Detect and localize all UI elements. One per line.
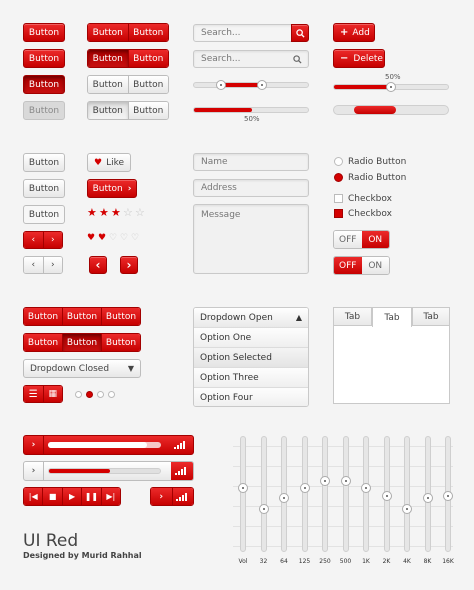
segment-button[interactable]: Button [101,334,140,351]
tab-2-active[interactable]: Tab [372,307,412,327]
range-slider-knob-right[interactable] [257,80,267,90]
prev-button[interactable] [89,256,107,274]
dropdown-open [193,307,309,407]
star-filled-icon[interactable]: ★ [87,206,97,219]
star-filled-icon[interactable]: ★ [111,206,121,219]
equalizer-band-label: 2K [382,558,391,565]
media-progress-track[interactable] [48,468,161,474]
button-red-1[interactable]: Button [23,23,65,42]
heart-filled-icon[interactable]: ♥ [87,233,96,243]
volume-bars-icon [175,467,189,475]
star-rating[interactable] [87,207,149,219]
equalizer-slider-track[interactable] [404,436,410,552]
delete-button-label: Delete [353,53,383,64]
button-disabled: Button [23,101,65,120]
chevron-right-icon: › [126,258,132,272]
chevron-right-icon[interactable]: › [43,257,63,273]
segment-button[interactable]: Button [88,76,128,93]
equalizer-band-label: 250 [319,558,331,565]
search-icon [296,29,305,38]
segment-button[interactable]: Button [128,24,169,41]
range-slider-knob-left[interactable] [216,80,226,90]
chevron-right-icon[interactable]: › [24,462,44,480]
page-dot-active[interactable] [86,391,93,398]
heart-empty-icon[interactable]: ♡ [109,233,118,243]
footer-title: UI Red [23,531,79,551]
skip-back-icon[interactable]: |◀ [24,488,42,505]
prev-next-white [23,256,63,274]
like-button-label: Like [106,157,125,168]
search-button[interactable] [291,24,309,42]
dropdown-open-label: Dropdown Open [200,312,273,323]
segmented-3-red-2 [23,333,141,352]
address-placeholder: Address [201,183,237,193]
chevron-left-icon: ‹ [95,258,101,272]
toggle-off[interactable] [333,256,390,275]
segment-button-pressed[interactable]: Button [88,50,128,67]
volume-button[interactable] [171,462,193,480]
pause-icon[interactable]: ❚❚ [81,488,100,505]
playback-controls [23,487,121,506]
segment-button[interactable]: Button [128,76,169,93]
heart-empty-icon[interactable]: ♡ [120,233,129,243]
dropdown-option[interactable]: Option One [194,327,308,347]
play-volume-control [150,487,194,506]
progress-bar [193,107,309,113]
checkbox-unchecked[interactable] [334,194,343,203]
segment-button-pressed[interactable]: Button [88,102,128,119]
segmented-red-1 [87,23,169,42]
equalizer-band-label: 64 [280,558,288,565]
footer-credit: Designed by Murid Rahhal [23,551,142,560]
button-white-2[interactable]: Button [23,179,65,198]
like-button[interactable] [87,153,131,172]
star-empty-icon[interactable]: ☆ [123,206,133,219]
chevron-right-icon[interactable]: › [24,436,44,454]
segment-button-pressed[interactable]: Button [62,334,101,351]
equalizer-slider-track[interactable] [261,436,267,552]
equalizer-slider-track[interactable] [322,436,328,552]
media-player-red [23,435,194,455]
segmented-red-2 [87,49,169,68]
media-progress-fill [48,442,147,448]
tab-1[interactable]: Tab [333,307,372,326]
radio-unchecked[interactable] [334,157,343,166]
tab-panel [333,325,450,404]
value-slider-knob[interactable] [386,82,396,92]
equalizer-band-label: 32 [259,558,268,565]
button-red-pressed[interactable]: Button [23,75,65,94]
segment-button[interactable]: Button [88,24,128,41]
value-slider-fill [334,85,392,89]
page-dot[interactable] [75,391,82,398]
equalizer-slider-track[interactable] [343,436,349,552]
equalizer-band-label: 500 [339,558,352,565]
media-progress-track[interactable] [48,442,161,448]
heart-empty-icon[interactable]: ♡ [131,233,140,243]
chevron-up-icon: ▲ [295,313,302,322]
equalizer-band-label: Vol [238,558,248,565]
add-button[interactable] [333,23,375,42]
equalizer-slider-track[interactable] [425,436,431,552]
equalizer-slider-track[interactable] [240,436,246,552]
segment-button[interactable]: Button [128,50,169,67]
equalizer-band-label: 1K [362,558,370,565]
scrollbar-thumb[interactable] [354,106,396,114]
button-red-2[interactable]: Button [23,49,65,68]
radio-label: Radio Button [348,173,407,183]
toggle-on[interactable] [333,230,390,249]
segment-button[interactable]: Button [101,308,140,325]
add-button-label: Add [352,27,370,38]
chevron-left-icon[interactable]: ‹ [24,257,43,273]
delete-button[interactable] [333,49,385,68]
media-progress-fill [49,469,110,473]
dropdown-option[interactable]: Option Four [194,387,308,407]
equalizer-band-label: 8K [423,558,432,565]
toggle-on-side: ON [362,231,390,248]
button-white-1[interactable]: Button [23,153,65,172]
heart-filled-icon[interactable]: ♥ [98,233,107,243]
equalizer-slider-track[interactable] [302,436,308,552]
range-slider-fill [222,83,260,87]
dropdown-closed[interactable] [23,359,141,378]
pagination-dots[interactable] [75,391,125,399]
chevron-right-icon[interactable]: › [151,488,172,505]
button-arrow[interactable] [87,179,137,198]
name-placeholder: Name [201,157,228,167]
checkbox-checked[interactable] [334,209,343,218]
search-placeholder: Search... [201,54,241,64]
radio-label: Radio Button [348,157,407,167]
dropdown-option-selected[interactable]: Option Selected [194,347,308,367]
tab-3[interactable]: Tab [412,307,450,326]
play-icon[interactable]: ▶ [62,488,81,505]
heart-rating[interactable] [87,234,147,244]
heart-icon: ♥ [93,157,103,168]
progress-bar-fill [194,108,252,112]
toggle-on-side: ON [362,257,390,274]
segmented-white-2 [87,101,169,120]
segmented-3-red-1 [23,307,141,326]
page-dot[interactable] [108,391,115,398]
radio-checked[interactable] [334,173,343,182]
equalizer-band-label: 16K [442,558,454,565]
volume-button[interactable] [172,488,194,505]
equalizer-slider-track[interactable] [445,436,451,552]
segmented-white-1 [87,75,169,94]
toggle-off-side: OFF [334,257,362,274]
search-placeholder: Search... [201,28,241,38]
equalizer-slider-track[interactable] [281,436,287,552]
message-placeholder: Message [201,210,241,220]
address-field[interactable] [193,179,309,197]
segment-button[interactable]: Button [24,308,62,325]
search-input[interactable] [193,50,309,68]
media-player-white [23,461,194,481]
list-icon[interactable]: ☰ [24,386,43,402]
range-slider[interactable] [193,82,309,88]
grid-icon[interactable]: ▦ [43,386,63,402]
equalizer-slider-track[interactable] [363,436,369,552]
skip-forward-icon[interactable]: ▶| [101,488,120,505]
toggle-off-side: OFF [334,231,362,248]
minus-icon: − [340,53,349,64]
star-filled-icon[interactable]: ★ [99,206,109,219]
stop-icon[interactable]: ■ [42,488,61,505]
volume-bars-icon [176,493,190,501]
plus-icon: + [340,27,349,38]
button-white-3[interactable]: Button [23,205,65,224]
next-button[interactable] [120,256,138,274]
scrollbar-horizontal[interactable] [333,105,449,115]
name-field[interactable] [193,153,309,171]
checkbox-label: Checkbox [348,209,392,219]
segment-button[interactable]: Button [24,334,62,351]
checkbox-label: Checkbox [348,194,392,204]
star-empty-icon[interactable]: ☆ [135,206,145,219]
progress-label: 50% [244,115,260,123]
volume-bars-icon[interactable] [174,441,188,449]
dropdown-option[interactable]: Option Three [194,367,308,387]
view-switcher [23,385,63,403]
page-dot[interactable] [97,391,104,398]
chevron-right-icon[interactable]: › [43,232,63,248]
chevron-right-icon: › [127,183,132,194]
equalizer-band-label: 125 [298,558,311,565]
slider-value-label: 50% [385,73,401,81]
prev-next-red [23,231,63,249]
chevron-down-icon: ▼ [127,364,134,373]
search-icon [293,55,302,64]
segment-button[interactable]: Button [62,308,101,325]
dropdown-closed-label: Dropdown Closed [30,363,110,374]
button-arrow-label: Button [92,183,123,194]
equalizer-slider-track[interactable] [384,436,390,552]
segment-button[interactable]: Button [128,102,169,119]
dropdown-open-header[interactable] [194,308,308,327]
message-textarea[interactable] [193,204,309,274]
chevron-left-icon[interactable]: ‹ [24,232,43,248]
equalizer-band-label: 4K [403,558,411,565]
